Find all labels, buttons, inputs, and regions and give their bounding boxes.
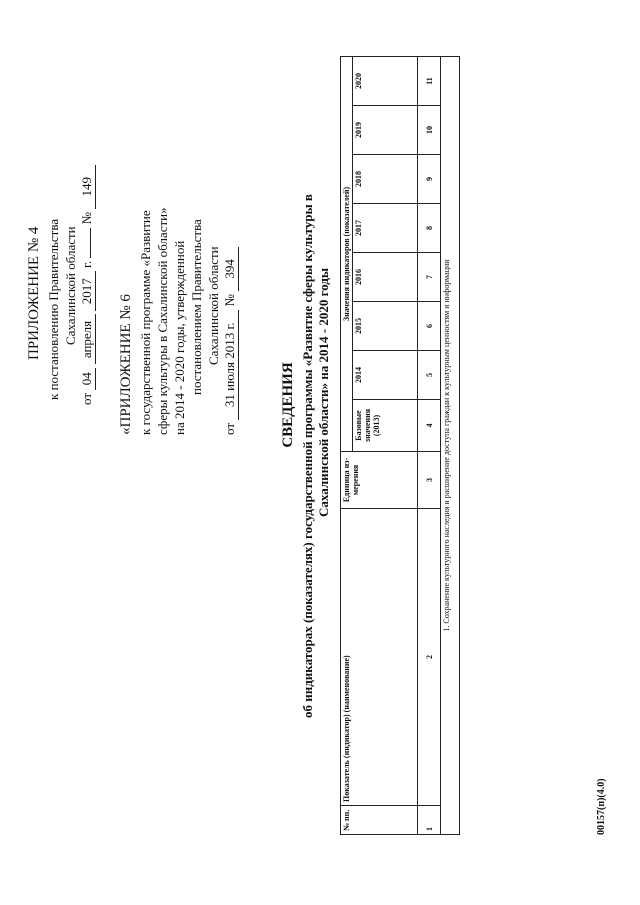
date-day: 04 <box>79 368 96 390</box>
header-year-2019: 2019 <box>353 106 418 155</box>
program-line-2: сферы культуры в Сахалинской области» <box>155 207 170 435</box>
document-subtitle-line-2: Сахалинской области» на 2014 - 2020 годы <box>316 267 331 517</box>
program-appendix-title: «ПРИЛОЖЕНИЕ № 6 <box>118 294 134 435</box>
number-sign: № <box>79 211 94 225</box>
document-subtitle-line-1: об индикаторах (показателях) государственной программы «Развитие сферы культуры в <box>300 194 315 718</box>
date-suffix: г. <box>79 260 94 268</box>
document-code: 00157(п)(4.0) <box>596 778 607 835</box>
indicators-table <box>340 56 460 835</box>
header-name: Показатель (индикатор) (наименование) <box>341 509 418 806</box>
header-values-group: Значения индикаторов (показателей) <box>341 57 353 452</box>
date-prefix: от <box>79 392 94 405</box>
col-number-3: 3 <box>418 452 441 509</box>
approve-line-1: к постановлению Правительства <box>46 218 61 400</box>
col-number-5: 5 <box>418 351 441 400</box>
header-year-2020: 2020 <box>353 57 418 106</box>
header-year-2017: 2017 <box>353 204 418 253</box>
program-date-prefix: от <box>222 422 237 435</box>
program-number-sign: № <box>222 294 237 307</box>
program-line-4: постановлением Правительства <box>189 219 204 395</box>
header-year-2016: 2016 <box>353 253 418 302</box>
col-number-9: 9 <box>418 155 441 204</box>
program-date-value: 31 июля 2013 г. <box>222 310 239 420</box>
document-heading: СВЕДЕНИЯ <box>280 362 296 448</box>
program-line-3: на 2014 - 2020 годы, утвержденной <box>172 240 187 435</box>
header-no: № пп. <box>341 806 418 835</box>
date-month: апреля <box>79 314 96 364</box>
header-year-2014: 2014 <box>353 351 418 400</box>
program-date-line <box>222 247 239 435</box>
approve-date-line <box>79 165 96 405</box>
col-number-8: 8 <box>418 204 441 253</box>
col-number-7: 7 <box>418 253 441 302</box>
program-line-1: к государственной программе «Развитие <box>138 210 153 435</box>
section-1-row: 1. Сохранение культурного наследия и расширение доступа граждан к культурным ценностям и информации <box>441 57 460 835</box>
col-number-2: 2 <box>418 509 441 806</box>
program-number-value: 394 <box>222 247 239 291</box>
header-unit: Единица из- мерения <box>341 452 418 509</box>
header-year-2018: 2018 <box>353 155 418 204</box>
appendix-title: ПРИЛОЖЕНИЕ № 4 <box>26 226 42 360</box>
program-line-5: Сахалинской области <box>206 246 221 365</box>
approve-line-2: Сахалинской области <box>63 226 78 345</box>
col-number-10: 10 <box>418 106 441 155</box>
header-base: Базовые значения (2013) <box>353 400 418 452</box>
col-number-1: 1 <box>418 806 441 835</box>
date-year: 2017 <box>79 271 96 311</box>
header-year-2015: 2015 <box>353 302 418 351</box>
col-number-4: 4 <box>418 400 441 452</box>
col-number-6: 6 <box>418 302 441 351</box>
number-value: 149 <box>79 165 96 209</box>
col-number-11: 11 <box>418 57 441 106</box>
